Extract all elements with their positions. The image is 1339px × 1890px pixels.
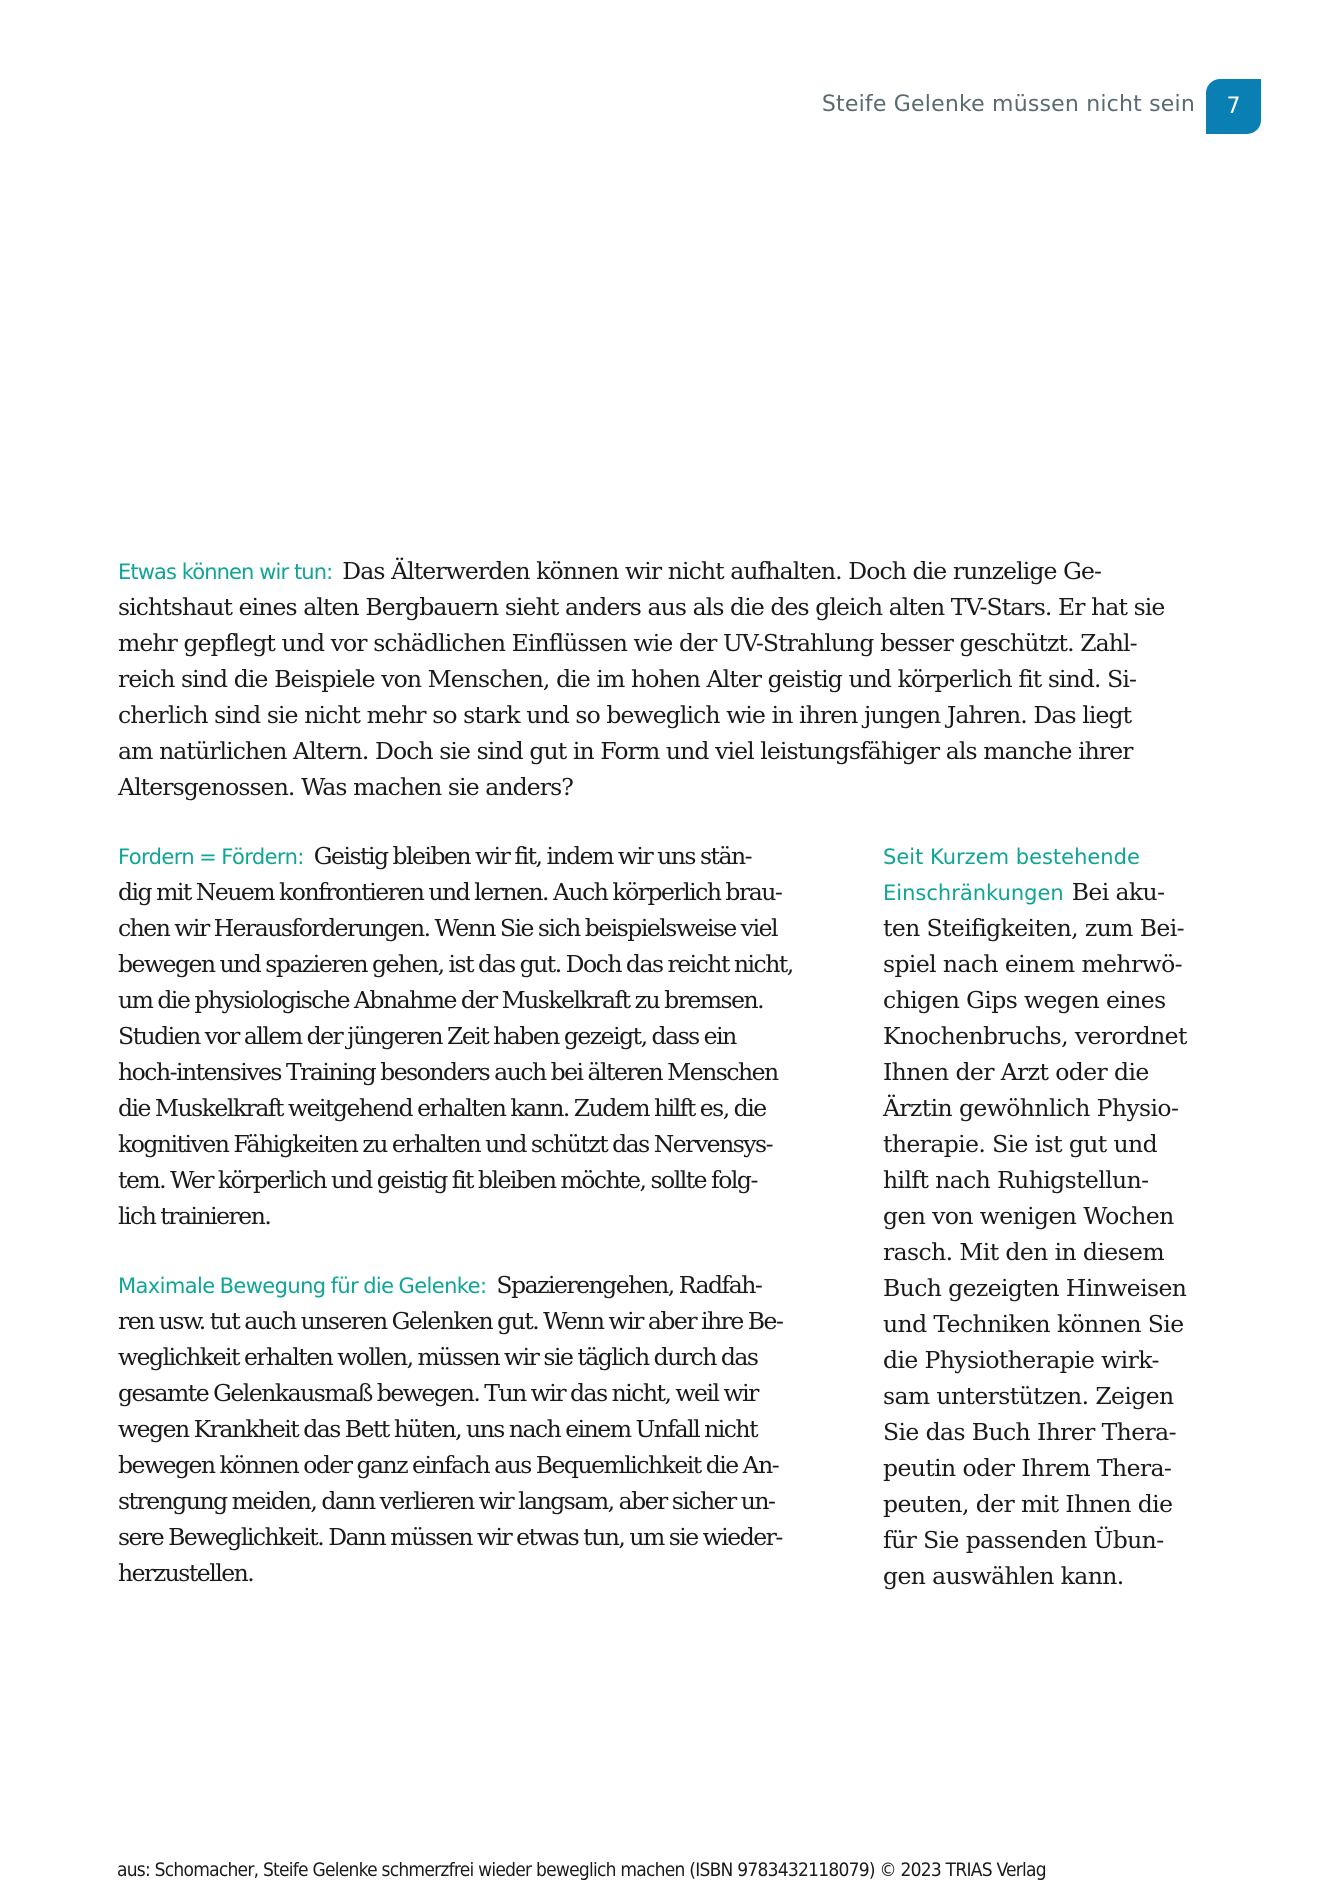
text-line: peutin oder Ihrem Thera- <box>883 1454 1172 1482</box>
text-line: strengung meiden, dann verlieren wir langsam, aber sicher un- <box>118 1487 775 1515</box>
text-line <box>118 1267 858 1303</box>
paragraph-maximale-bewegung <box>118 1267 858 1591</box>
text-line: sam unterstützen. Zeigen <box>883 1382 1174 1410</box>
text-line: chigen Gips wegen eines <box>883 986 1166 1014</box>
text-line: mehr gepflegt und vor schädlichen Einflüssen wie der UV-Strahlung besser geschützt. Zahl- <box>118 629 1137 657</box>
paragraph-lead-heading: Fordern = Fördern: <box>118 845 304 869</box>
text-line: rasch. Mit den in diesem <box>883 1238 1165 1266</box>
text-line: Studien vor allem der jüngeren Zeit haben gezeigt, dass ein <box>118 1022 736 1050</box>
text-line: dig mit Neuem konfrontieren und lernen. Auch körperlich brau- <box>118 878 782 906</box>
text-line: die Physiotherapie wirk- <box>883 1346 1159 1374</box>
paragraph-etwas-koennen-wir-tun <box>118 553 1178 805</box>
text-line: bewegen und spazieren gehen, ist das gut. Doch das reicht nicht, <box>118 950 793 978</box>
text-line: kognitiven Fähigkeiten zu erhalten und schützt das Nervensys- <box>118 1130 773 1158</box>
text-line: die Muskelkraft weitgehend erhalten kann. Zudem hilft es, die <box>118 1094 766 1122</box>
text-line: cherlich sind sie nicht mehr so stark und so beweglich wie in ihren jungen Jahren. Das liegt <box>118 701 1132 729</box>
text-line: ten Steifigkeiten, zum Bei- <box>883 914 1184 942</box>
text-line: bewegen können oder ganz einfach aus Bequemlichkeit die An- <box>118 1451 779 1479</box>
footer-citation: aus: Schomacher, Steife Gelenke schmerzfrei wieder beweglich machen (ISBN 9783432118079) © 2023 TRIAS Verlag <box>117 1859 1046 1881</box>
text-line: Ihnen der Arzt oder die <box>883 1058 1149 1086</box>
text-line: sichtshaut eines alten Bergbauern sieht anders aus als die des gleich alten TV-Stars. Er hat sie <box>118 593 1165 621</box>
text-line: hoch-intensives Training besonders auch bei älteren Menschen <box>118 1058 778 1086</box>
paragraph-lead-heading: Maximale Bewegung für die Gelenke: <box>118 1274 487 1298</box>
text-line: gen auswählen kann. <box>883 1562 1124 1590</box>
text-line: lich trainieren. <box>118 1202 271 1230</box>
text-line <box>883 874 1203 910</box>
text-line <box>118 838 858 874</box>
paragraph-fordern-foerdern <box>118 838 858 1234</box>
text-line: weglichkeit erhalten wollen, müssen wir sie täglich durch das <box>118 1343 758 1371</box>
text-line <box>118 553 1178 589</box>
text-line: um die physiologische Abnahme der Muskelkraft zu bremsen. <box>118 986 764 1014</box>
text-line: ren usw. tut auch unseren Gelenken gut. Wenn wir aber ihre Be- <box>118 1307 783 1335</box>
text-line: Sie das Buch Ihrer Thera- <box>883 1418 1176 1446</box>
text-line: sere Beweglichkeit. Dann müssen wir etwas tun, um sie wieder- <box>118 1523 782 1551</box>
text-line-content: Spazierengehen, Radfah- <box>496 1271 762 1299</box>
text-line <box>883 838 1203 874</box>
text-line: Knochenbruchs, verordnet <box>883 1022 1187 1050</box>
text-line: hilft nach Ruhigstellun- <box>883 1166 1149 1194</box>
text-line: Ärztin gewöhnlich Physio- <box>883 1094 1179 1122</box>
text-line: therapie. Sie ist gut und <box>883 1130 1158 1158</box>
sidebar-seit-kurzem-bestehende-einschraenkungen <box>883 838 1203 1594</box>
text-line-content: Bei aku- <box>1071 878 1165 906</box>
sidebar-lead-heading-line-2: Einschränkungen <box>883 881 1064 905</box>
text-line-content: Das Älterwerden können wir nicht aufhalten. Doch die runzelige Ge- <box>342 557 1102 585</box>
text-line: am natürlichen Altern. Doch sie sind gut in Form und viel leistungsfähiger als manche ihrer <box>118 737 1133 765</box>
text-line: Altersgenossen. Was machen sie anders? <box>118 773 573 801</box>
text-line: gen von wenigen Wochen <box>883 1202 1174 1230</box>
page-number: 7 <box>1226 94 1241 119</box>
text-line-content: Geistig bleiben wir fit, indem wir uns stän- <box>313 842 752 870</box>
text-line: wegen Krankheit das Bett hüten, uns nach einem Unfall nicht <box>118 1415 758 1443</box>
text-line: gesamte Gelenkausmaß bewegen. Tun wir das nicht, weil wir <box>118 1379 758 1407</box>
text-line: Buch gezeigten Hinweisen <box>883 1274 1187 1302</box>
text-line: peuten, der mit Ihnen die <box>883 1490 1173 1518</box>
text-line: herzustellen. <box>118 1559 254 1587</box>
text-line: chen wir Herausforderungen. Wenn Sie sich beispielsweise viel <box>118 914 778 942</box>
running-head-title: Steife Gelenke müssen nicht sein <box>821 92 1195 117</box>
text-line: tem. Wer körperlich und geistig fit bleiben möchte, sollte folg- <box>118 1166 757 1194</box>
text-line: spiel nach einem mehrwö- <box>883 950 1183 978</box>
text-line: für Sie passenden Übun- <box>883 1526 1164 1554</box>
text-line: und Techniken können Sie <box>883 1310 1184 1338</box>
text-line: reich sind die Beispiele von Menschen, die im hohen Alter geistig und körperlich fit sind. Si- <box>118 665 1137 693</box>
sidebar-lead-heading-line-1: Seit Kurzem bestehende <box>883 845 1140 869</box>
page-number-badge <box>1206 79 1261 134</box>
paragraph-lead-heading: Etwas können wir tun: <box>118 560 333 584</box>
